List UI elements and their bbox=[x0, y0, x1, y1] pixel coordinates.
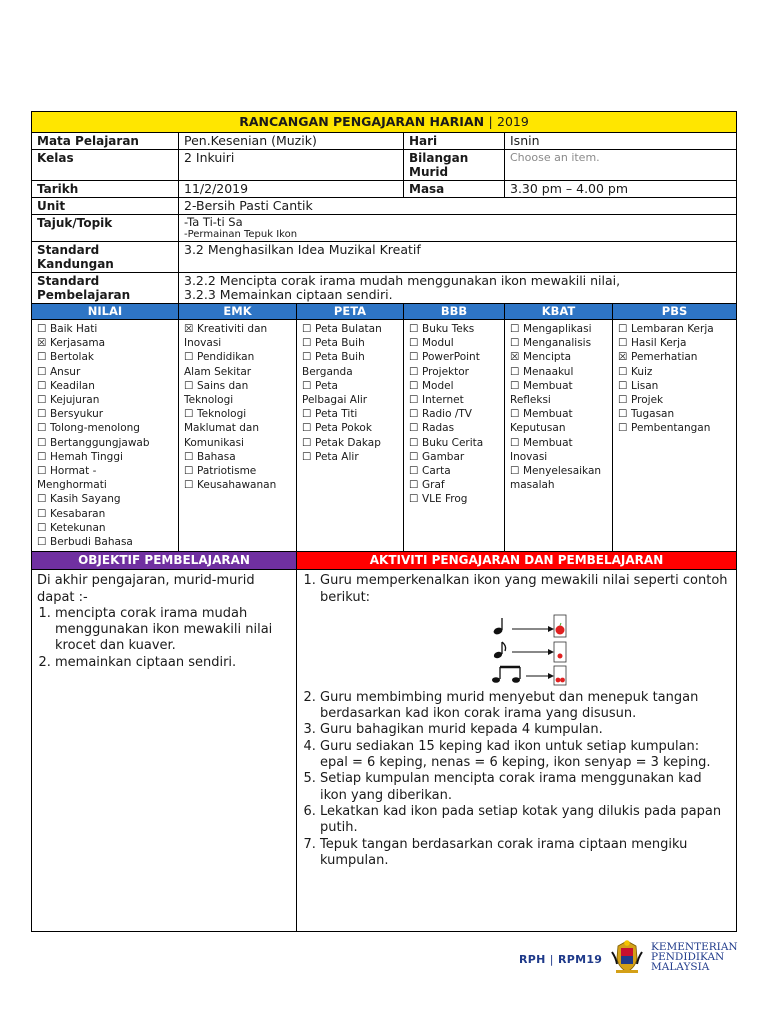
date-value: 11/2/2019 bbox=[179, 181, 404, 198]
checklist-label: Peta Bulatan bbox=[315, 323, 382, 335]
checklist-label: PowerPoint bbox=[422, 351, 480, 364]
activity-header: AKTIVITI PENGAJARAN DAN PEMBELAJARAN bbox=[297, 552, 737, 570]
checkbox-icon[interactable]: ☐ bbox=[37, 351, 47, 364]
checklist-item[interactable] bbox=[37, 535, 176, 549]
checklist-item[interactable] bbox=[184, 464, 294, 478]
activity-item: 6. Lekatkan kad ikon pada setiap kotak yang dilukis pada papan putih. bbox=[320, 804, 731, 837]
learning-standard-value bbox=[179, 273, 737, 304]
class-value: 2 Inkuiri bbox=[179, 150, 404, 181]
objective-item: 2. memainkan ciptaan sendiri. bbox=[55, 655, 291, 671]
checkbox-icon[interactable]: ☐ bbox=[302, 422, 312, 435]
checkbox-icon[interactable]: ☐ bbox=[302, 450, 312, 463]
checklist-label: Menyelesaikan bbox=[523, 465, 602, 478]
checkbox-icon[interactable]: ☐ bbox=[510, 323, 520, 335]
checklist-label: Peta Buih bbox=[315, 351, 365, 364]
checklist-label: Patriotisme bbox=[197, 465, 257, 478]
checklist-label: Membuat bbox=[523, 408, 573, 421]
activity-item: 3. Guru bahagikan murid kepada 4 kumpulan. bbox=[320, 722, 731, 738]
bbb-header: BBB bbox=[404, 304, 505, 320]
kbat-list bbox=[510, 322, 610, 492]
checklist-label: Peta bbox=[315, 379, 338, 392]
checklist-item[interactable] bbox=[184, 450, 294, 464]
checklist-label: Peta Buih bbox=[315, 337, 365, 350]
checked-box-icon[interactable]: ☒ bbox=[510, 351, 520, 364]
checkbox-icon[interactable]: ☐ bbox=[302, 337, 312, 350]
unit-value: 2-Bersih Pasti Cantik bbox=[179, 198, 737, 215]
checklist-item[interactable] bbox=[37, 421, 176, 435]
checkbox-icon[interactable]: ☐ bbox=[302, 323, 312, 335]
checklist-item[interactable] bbox=[510, 407, 610, 421]
checklist-item: masalah bbox=[510, 479, 555, 492]
checklist-label: Bertolak bbox=[50, 351, 94, 364]
checkbox-icon[interactable]: ☐ bbox=[510, 379, 520, 392]
checklist-label: Sains dan bbox=[197, 379, 249, 392]
checkbox-icon[interactable]: ☐ bbox=[409, 394, 419, 407]
learning-standard-label: Standard Pembelajaran bbox=[32, 273, 179, 304]
checklist-item[interactable] bbox=[409, 379, 502, 393]
checkbox-icon[interactable]: ☐ bbox=[510, 365, 520, 378]
date-label: Tarikh bbox=[32, 181, 179, 198]
checklist-label: Keadilan bbox=[50, 379, 95, 392]
beamed-quavers-icon bbox=[492, 667, 520, 683]
checklist-item: Inovasi bbox=[184, 337, 222, 350]
checklist-label: VLE Frog bbox=[422, 493, 468, 506]
checklist-item[interactable] bbox=[510, 322, 610, 336]
activity-item: 7. Tepuk tangan berdasarkan corak irama ciptaan mengiku kumpulan. bbox=[320, 837, 731, 870]
checked-box-icon[interactable]: ☒ bbox=[618, 351, 628, 364]
checkbox-icon[interactable]: ☐ bbox=[618, 394, 628, 407]
category-header-row bbox=[32, 304, 737, 320]
peta-list bbox=[302, 322, 401, 464]
checkbox-icon[interactable]: ☐ bbox=[409, 323, 419, 335]
checklist-label: Gambar bbox=[422, 450, 465, 463]
section-body-row bbox=[32, 570, 737, 932]
checklist-item[interactable] bbox=[37, 450, 176, 464]
students-dropdown[interactable]: Choose an item. bbox=[505, 150, 737, 181]
checklist-label: Kejujuran bbox=[50, 394, 100, 407]
activity-item: 2. Guru membimbing murid menyebut dan menepuk tangan berdasarkan kad ikon corak irama yang disusun. bbox=[320, 690, 731, 723]
checklist-label: Pendidikan bbox=[197, 351, 255, 364]
checklist-item[interactable] bbox=[409, 464, 502, 478]
checklist-item: Alam Sekitar bbox=[184, 365, 252, 378]
checklist-label: Bahasa bbox=[197, 450, 236, 463]
checklist-label: Pembentangan bbox=[631, 422, 711, 435]
checkbox-icon[interactable]: ☐ bbox=[409, 493, 419, 506]
checkbox-icon[interactable]: ☐ bbox=[409, 365, 419, 378]
checklist-item[interactable] bbox=[618, 379, 734, 393]
checklist-label: Teknologi bbox=[197, 408, 247, 421]
checklist-item[interactable] bbox=[409, 350, 502, 364]
checklist-label: Petak Dakap bbox=[315, 436, 381, 449]
checklist-item[interactable] bbox=[510, 365, 610, 379]
checklist-item[interactable] bbox=[618, 322, 734, 336]
checklist-item[interactable] bbox=[510, 436, 610, 450]
arrow-right-icon bbox=[512, 649, 554, 655]
page-title bbox=[32, 112, 737, 133]
checklist-item[interactable] bbox=[302, 421, 401, 435]
checklist-item: Komunikasi bbox=[184, 436, 244, 449]
checklist-label: Peta Pokok bbox=[315, 422, 372, 435]
checklist-label: Membuat bbox=[523, 379, 573, 392]
checkbox-icon[interactable]: ☐ bbox=[510, 436, 520, 449]
checklist-label: Keusahawanan bbox=[197, 479, 277, 492]
crotchet-note-icon bbox=[493, 618, 504, 636]
apple-icon bbox=[558, 653, 563, 658]
checklist-item[interactable] bbox=[37, 492, 176, 506]
checklist-label: Radas bbox=[422, 422, 455, 435]
checklist-label: Tolong-menolong bbox=[50, 422, 140, 435]
checkbox-icon[interactable]: ☐ bbox=[510, 465, 520, 478]
checklist-label: Buku Cerita bbox=[422, 436, 484, 449]
checklist-label: Kuiz bbox=[631, 365, 653, 378]
checked-box-icon[interactable]: ☒ bbox=[184, 323, 194, 335]
checkbox-icon[interactable]: ☐ bbox=[37, 422, 47, 435]
day-value: Isnin bbox=[505, 133, 737, 150]
objective-cell bbox=[32, 570, 297, 932]
activity-item: 4. Guru sediakan 15 keping kad ikon untuk setiap kumpulan: epal = 6 keping, nenas = 6 keping, ikon senyap = 3 keping. bbox=[320, 739, 731, 772]
checkbox-icon[interactable]: ☐ bbox=[510, 337, 520, 350]
checkbox-icon[interactable]: ☐ bbox=[510, 408, 520, 421]
checklist-item[interactable] bbox=[618, 365, 734, 379]
checklist-label: Hormat - bbox=[50, 465, 97, 478]
section-header-row bbox=[32, 552, 737, 570]
subject-label: Mata Pelajaran bbox=[32, 133, 179, 150]
time-value: 3.30 pm – 4.00 pm bbox=[505, 181, 737, 198]
checklist-item[interactable] bbox=[184, 322, 294, 336]
checklist-label: Model bbox=[422, 379, 454, 392]
checklist-item[interactable] bbox=[510, 464, 610, 478]
quaver-note-icon bbox=[493, 642, 506, 659]
subject-value: Pen.Kesenian (Muzik) bbox=[179, 133, 404, 150]
arrow-right-icon bbox=[512, 626, 554, 632]
peta-header: PETA bbox=[297, 304, 404, 320]
checklist-label: Peta Alir bbox=[315, 450, 359, 463]
checklist-label: Mengaplikasi bbox=[523, 323, 592, 335]
checkbox-icon[interactable]: ☐ bbox=[184, 479, 194, 492]
checkbox-icon[interactable]: ☐ bbox=[618, 379, 628, 392]
class-row bbox=[32, 150, 737, 181]
checklist-item[interactable] bbox=[184, 407, 294, 421]
rhythm-icon-svg bbox=[490, 612, 600, 686]
checklist-item[interactable] bbox=[409, 421, 502, 435]
arrow-right-icon bbox=[526, 673, 554, 679]
students-label: Bilangan Murid bbox=[404, 150, 505, 181]
checklist-item[interactable] bbox=[37, 322, 176, 336]
checklist-label: Menganalisis bbox=[523, 337, 592, 350]
objective-item: 1. mencipta corak irama mudah menggunakan ikon mewakili nilai krocet dan kuaver. bbox=[55, 606, 291, 655]
topic-value bbox=[179, 215, 737, 242]
content-standard-label: Standard Kandungan bbox=[32, 242, 179, 273]
checklist-item: Keputusan bbox=[510, 422, 566, 435]
checkbox-icon[interactable]: ☐ bbox=[37, 408, 47, 421]
activity-item: 1. Guru memperkenalkan ikon yang mewakili nilai seperti contoh berikut: bbox=[320, 573, 731, 686]
checklist-label: Membuat bbox=[523, 436, 573, 449]
activity-item: 5. Setiap kumpulan mencipta corak irama menggunakan kad ikon yang diberikan. bbox=[320, 771, 731, 804]
checklist-item[interactable] bbox=[37, 407, 176, 421]
checkbox-icon[interactable]: ☐ bbox=[302, 351, 312, 364]
topic-line-1: -Ta Ti-ti Sa bbox=[184, 215, 243, 229]
checklist-item[interactable] bbox=[37, 521, 176, 535]
checklist-item[interactable] bbox=[37, 464, 176, 478]
checklist-item: Berganda bbox=[302, 365, 353, 378]
objective-header: OBJEKTIF PEMBELAJARAN bbox=[32, 552, 297, 570]
checklist-item[interactable] bbox=[37, 336, 176, 350]
checklist-item[interactable] bbox=[302, 322, 401, 336]
checklist-label: Bersyukur bbox=[50, 408, 104, 421]
checklist-item: Teknologi bbox=[184, 394, 234, 407]
checklist-item[interactable] bbox=[184, 350, 294, 364]
date-row bbox=[32, 181, 737, 198]
checklist-item[interactable] bbox=[510, 350, 610, 364]
checkbox-icon[interactable]: ☐ bbox=[409, 450, 419, 463]
learning-standard-row bbox=[32, 273, 737, 304]
checklist-item[interactable] bbox=[618, 393, 734, 407]
checkbox-icon[interactable]: ☐ bbox=[618, 422, 628, 435]
checkbox-icon[interactable]: ☐ bbox=[184, 408, 194, 421]
pbs-header: PBS bbox=[613, 304, 737, 320]
checklist-item[interactable] bbox=[409, 322, 502, 336]
learning-standard-line-2: 3.2.3 Memainkan ciptaan sendiri. bbox=[184, 287, 393, 302]
pbs-list bbox=[618, 322, 734, 436]
checkbox-icon[interactable]: ☐ bbox=[37, 436, 47, 449]
subject-row bbox=[32, 133, 737, 150]
checklist-item[interactable] bbox=[37, 350, 176, 364]
checklist-item[interactable] bbox=[409, 365, 502, 379]
category-lists-row bbox=[32, 320, 737, 552]
checklist-item[interactable] bbox=[302, 450, 401, 464]
checkbox-icon[interactable]: ☐ bbox=[184, 351, 194, 364]
checklist-label: Modul bbox=[422, 337, 454, 350]
checkbox-icon[interactable]: ☐ bbox=[184, 379, 194, 392]
ministry-wordmark: KEMENTERIAN PENDIDIKAN MALAYSIA bbox=[651, 941, 738, 973]
unit-row bbox=[32, 198, 737, 215]
checklist-label: Kreativiti dan bbox=[197, 323, 268, 335]
footer-rph: RPH | RPM19 bbox=[519, 953, 603, 966]
title-row bbox=[32, 112, 737, 133]
title-separator: | bbox=[488, 114, 493, 129]
checkbox-icon[interactable]: ☐ bbox=[37, 465, 47, 478]
checkbox-icon[interactable]: ☐ bbox=[37, 394, 47, 407]
checklist-item[interactable] bbox=[510, 379, 610, 393]
checklist-label: Projek bbox=[631, 394, 664, 407]
checkbox-icon[interactable]: ☐ bbox=[409, 436, 419, 449]
checklist-item: Menghormati bbox=[37, 479, 107, 492]
kbat-header: KBAT bbox=[505, 304, 613, 320]
checklist-label: Mencipta bbox=[523, 351, 572, 364]
checkbox-icon[interactable]: ☐ bbox=[37, 379, 47, 392]
activity-cell bbox=[297, 570, 737, 932]
checklist-label: Pemerhatian bbox=[631, 351, 698, 364]
nilai-header: NILAI bbox=[32, 304, 179, 320]
checkbox-icon[interactable]: ☐ bbox=[618, 337, 628, 350]
checklist-item[interactable] bbox=[184, 379, 294, 393]
checkbox-icon[interactable]: ☐ bbox=[409, 408, 419, 421]
checkbox-icon[interactable]: ☐ bbox=[37, 365, 47, 378]
checklist-label: Lisan bbox=[631, 379, 659, 392]
checklist-item[interactable] bbox=[302, 350, 401, 364]
day-label: Hari bbox=[404, 133, 505, 150]
checklist-item[interactable] bbox=[302, 336, 401, 350]
checkbox-icon[interactable]: ☐ bbox=[37, 536, 47, 549]
checkbox-icon[interactable]: ☐ bbox=[409, 479, 419, 492]
objective-intro: Di akhir pengajaran, murid-murid dapat :- bbox=[37, 573, 255, 605]
checklist-item[interactable] bbox=[409, 336, 502, 350]
checklist-item[interactable] bbox=[302, 407, 401, 421]
checklist-label: Kerjasama bbox=[50, 337, 106, 350]
learning-standard-line-1: 3.2.2 Mencipta corak irama mudah menggunakan ikon mewakili nilai, bbox=[184, 273, 621, 288]
lesson-plan-sheet bbox=[31, 111, 736, 932]
bbb-list bbox=[409, 322, 502, 507]
checklist-label: Berbudi Bahasa bbox=[50, 536, 133, 549]
content-standard-value: 3.2 Menghasilkan Idea Muzikal Kreatif bbox=[179, 242, 737, 273]
checklist-label: Graf bbox=[422, 479, 445, 492]
checklist-item[interactable] bbox=[409, 450, 502, 464]
checkbox-icon[interactable]: ☐ bbox=[184, 465, 194, 478]
checklist-label: Hemah Tinggi bbox=[50, 450, 123, 463]
checklist-item: Maklumat dan bbox=[184, 422, 260, 435]
checklist-label: Bertanggungjawab bbox=[50, 436, 150, 449]
checklist-item[interactable] bbox=[618, 336, 734, 350]
checkbox-icon[interactable]: ☐ bbox=[618, 408, 628, 421]
lesson-plan-table bbox=[31, 111, 737, 932]
checklist-label: Kesabaran bbox=[50, 507, 106, 520]
checkbox-icon[interactable]: ☐ bbox=[302, 436, 312, 449]
topic-label: Tajuk/Topik bbox=[32, 215, 179, 242]
checkbox-icon[interactable]: ☐ bbox=[37, 493, 47, 506]
checkbox-icon[interactable]: ☐ bbox=[37, 521, 47, 534]
checklist-label: Kasih Sayang bbox=[50, 493, 121, 506]
checkbox-icon[interactable]: ☐ bbox=[302, 379, 312, 392]
checklist-item[interactable] bbox=[409, 492, 502, 506]
checklist-item[interactable] bbox=[184, 478, 294, 492]
topic-row bbox=[32, 215, 737, 242]
checklist-label: Hasil Kerja bbox=[631, 337, 687, 350]
checklist-item[interactable] bbox=[302, 436, 401, 450]
checkbox-icon[interactable]: ☐ bbox=[409, 422, 419, 435]
checkbox-icon[interactable]: ☐ bbox=[409, 379, 419, 392]
checkbox-icon[interactable]: ☐ bbox=[302, 408, 312, 421]
content-standard-row bbox=[32, 242, 737, 273]
checklist-item[interactable] bbox=[409, 478, 502, 492]
time-label: Masa bbox=[404, 181, 505, 198]
checked-box-icon[interactable]: ☒ bbox=[37, 337, 47, 350]
emk-list bbox=[184, 322, 294, 492]
checklist-item: Pelbagai Alir bbox=[302, 394, 368, 407]
crest-icon bbox=[608, 938, 646, 976]
checklist-label: Tugasan bbox=[631, 408, 675, 421]
checklist-label: Ketekunan bbox=[50, 521, 106, 534]
checklist-label: Carta bbox=[422, 465, 451, 478]
checklist-item[interactable] bbox=[37, 365, 176, 379]
checklist-label: Projektor bbox=[422, 365, 469, 378]
unit-label: Unit bbox=[32, 198, 179, 215]
checklist-item[interactable] bbox=[302, 379, 401, 393]
checkbox-icon[interactable]: ☐ bbox=[409, 337, 419, 350]
page-footer bbox=[516, 938, 741, 998]
title-text: RANCANGAN PENGAJARAN HARIAN bbox=[239, 114, 485, 129]
checklist-item: Refleksi bbox=[510, 394, 551, 407]
checklist-item[interactable] bbox=[37, 436, 176, 450]
checklist-label: Lembaran Kerja bbox=[631, 323, 714, 335]
checklist-item[interactable] bbox=[618, 421, 734, 435]
checklist-item[interactable] bbox=[409, 407, 502, 421]
checkbox-icon[interactable]: ☐ bbox=[184, 450, 194, 463]
checklist-label: Baik Hati bbox=[50, 323, 98, 335]
checklist-item[interactable] bbox=[618, 350, 734, 364]
checkbox-icon[interactable]: ☐ bbox=[409, 465, 419, 478]
checklist-label: Peta Titi bbox=[315, 408, 358, 421]
checklist-item[interactable] bbox=[409, 436, 502, 450]
checklist-item[interactable] bbox=[37, 379, 176, 393]
icon-card bbox=[554, 666, 566, 685]
checkbox-icon[interactable]: ☐ bbox=[618, 323, 628, 335]
checklist-label: Internet bbox=[422, 394, 464, 407]
icon-card bbox=[554, 642, 566, 662]
title-year: 2019 bbox=[497, 114, 529, 129]
checkbox-icon[interactable]: ☐ bbox=[37, 450, 47, 463]
topic-line-2: -Permainan Tepuk Ikon bbox=[184, 229, 298, 240]
checkbox-icon[interactable]: ☐ bbox=[618, 365, 628, 378]
checkbox-icon[interactable]: ☐ bbox=[409, 351, 419, 364]
class-label: Kelas bbox=[32, 150, 179, 181]
checklist-label: Radio /TV bbox=[422, 408, 472, 421]
checklist-item[interactable] bbox=[409, 393, 502, 407]
checklist-item[interactable] bbox=[37, 507, 176, 521]
checklist-item[interactable] bbox=[618, 407, 734, 421]
checkbox-icon[interactable]: ☐ bbox=[37, 323, 47, 335]
checklist-item[interactable] bbox=[510, 336, 610, 350]
checklist-label: Buku Teks bbox=[422, 323, 475, 335]
checkbox-icon[interactable]: ☐ bbox=[37, 507, 47, 520]
rhythm-icon-diagram bbox=[490, 612, 600, 686]
checklist-item[interactable] bbox=[37, 393, 176, 407]
checklist-label: Menaakul bbox=[523, 365, 574, 378]
checklist-label: Ansur bbox=[50, 365, 81, 378]
emk-header: EMK bbox=[179, 304, 297, 320]
nilai-list bbox=[37, 322, 176, 549]
checklist-item: Inovasi bbox=[510, 450, 548, 463]
